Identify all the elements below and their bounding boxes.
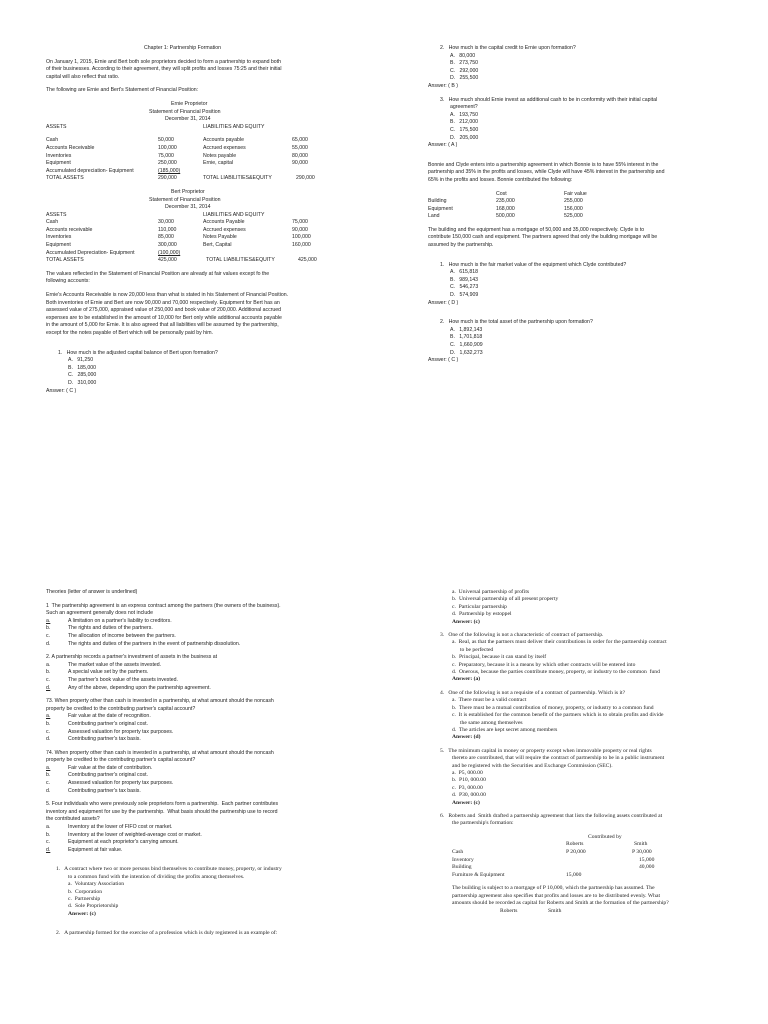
question-text: 3. How much should Ernie invest as additional cash to be in conformity with their initial capital [440,96,658,103]
answer-option: to be perfected [460,646,494,653]
table-row: Furniture & Equipment 15,000 [452,871,582,878]
answer-option: B. 273,750 [450,60,478,67]
page-3 [46,589,381,938]
answer-option: C. 292,000 [450,67,479,74]
table-row: TOTAL ASSETS 425,000 TOTAL LIABILITIES&EQUITY 425,000 [46,257,317,264]
question-text: property be credited to the contributing partner's capital account? [46,705,196,712]
page-4 [440,589,740,915]
ernie-col-headers [46,124,376,132]
answer-option: a. Universal partnership of profits [452,589,530,595]
answer-option: c. Partnership [68,896,101,903]
answer-option: C. 175,500 [450,126,479,133]
intro-line: capital will also reflect that ratio. [46,73,120,80]
question-text: the contributed assets? [46,816,100,823]
answer-option: c. Assessed valuation for property tax purposes. [46,728,174,735]
table-row: Cash P 20,000 P 30,000 [452,848,652,855]
ernie-heading: December 31, 2014 [165,116,211,123]
answer-option: b. P10, 000.00 [452,777,486,784]
question-text: agreement? [450,104,478,111]
assets-header: ASSETS [46,211,67,218]
answer-option: D. 255,500 [450,75,479,82]
answer-option: c. Particular partnership [452,603,507,610]
answer-option: D. 574,909 [450,292,479,299]
answer-text: Answer: (d) [452,734,481,741]
mortgage-paragraph: The building is subject to a mortgage of P 10,000, which the partnership has assumed. The [452,885,655,892]
bert-heading: December 31, 2014 [165,204,211,211]
page-1 [46,45,376,395]
answer-option: a. There must be a valid contract [452,697,527,704]
mortgage-paragraph: assumed by the partnership. [428,242,494,249]
answer-option: c. It is established for the common benefit of the partners which is to obtain profits and divide [452,712,664,719]
answer-option: A. 193,750 [450,111,478,118]
answer-option: a. Real, as that the partners must deliver their contributions in order for the partnership contract [452,639,667,646]
answer-option: d. The articles are kept secret among members [452,726,558,733]
roberts-smith-table [440,834,740,880]
answer-text: Answer: ( B ) [428,82,458,89]
answer-option: a. A limitation on a partner's liability to creditors. [46,617,172,624]
answer-text: Answer: ( C ) [428,357,459,364]
answer-option: A. 615,818 [450,269,478,276]
table-row: Accounts Receivable 100,000 Accrued expenses 55,000 [46,144,308,151]
answer-option: d. Contributing partner's tax basis. [46,787,141,794]
answer-option: a. The market value of the assets invested. [46,661,162,668]
question-text: and be registered with the Securities and Exchange Commission (SEC). [452,762,613,769]
question-text: 73. When property other than cash is invested in a partnership, at what amount should the noncash [46,698,274,705]
answer-option: d. Any of the above, depending upon the partnership agreement. [46,684,211,691]
table-row: Land 500,000 525,000 [428,213,583,220]
adjustments-paragraph: Both inventories of Ernie and Bert are now 90,000 and 70,000 respectively. Equipment for Bert has an [46,299,280,306]
answer-option: B. 185,000 [68,364,96,371]
ernie-balance-table [46,137,376,183]
question-text: property be credited to the contributing partner's capital account? [46,757,196,764]
answer-option: D. 310,000 [68,379,97,386]
answer-option: the same among themselves [460,719,523,726]
answer-option: B. 212,000 [450,119,478,126]
answer-option: C. 285,000 [68,372,97,379]
question-text: thereto are contributed, that will require the contract of partnership to be in a public instrument [452,755,665,762]
answer-option: b. Universal partnership of all present property [452,596,559,603]
answer-option: B. 1,701,818 [450,334,483,341]
intro-line: On January 1, 2015, Ernie and Bert both sole proprietors decided to form a partnership to expand both [46,58,282,65]
bert-balance-table [46,219,376,265]
question-text: inventory and equipment for use by the partnership. What basis should the partnership use to record [46,808,278,815]
bonnie-paragraph: partnership and 35% in the profits and losses, while Clyde will have 45% interest in the partnership and [428,169,665,176]
theories-heading: Theories (letter of answer is underlined) [46,589,138,595]
answer-option: b. Corporation [68,888,103,895]
answer-option: a. P5, 000.00 [452,769,483,776]
answer-option: A. 1,892,143 [450,326,483,333]
answer-option: C. 1,660,909 [450,342,483,348]
liabilities-header: LIABILITIES AND EQUITY [203,123,265,130]
answer-option: d. P30, 000.00 [452,792,486,799]
answer-text: Answer: ( C ) [46,387,77,394]
table-row: Cash 30,000 Accounts Payable 75,000 [46,219,308,226]
answer-option: D. 205,000 [450,134,479,141]
answer-option: D. 1,632,273 [450,349,483,356]
answer-option: d. Sole Proprietorship [68,903,119,910]
fair-value-note: The values reflected in the Statement of Financial Position are already at fair values except fo the [46,270,270,277]
question-text: Such an agreement generally does not include [46,610,153,617]
question-text: 5. The minimum capital in money or property except when immovable property or real rights [440,747,652,754]
table-row: Accumulated Depreciation- Equipment (100,000) [46,249,181,256]
mortgage-paragraph: The building and the equipment has a mortgage of 50,000 and 35,000 respectively. Clyde is to [428,226,645,233]
table-row: Building 235,000 255,000 [428,198,583,205]
answer-option: c. The partner's book value of the assets invested. [46,676,178,683]
answer-option: A. 80,000 [450,52,476,59]
answer-option: c. P3, 000.00 [452,784,483,791]
bonnie-paragraph: 65% in the profits and losses. Bonnie contributed the following: [428,176,573,183]
mortgage-paragraph: contribute 150,000 cash and equipment. The partners agreed that only the building mortgage will be [428,234,658,241]
table-header: Contributed by [588,833,622,840]
answer-text: Answer: ( D ) [428,299,459,306]
question-text: 1. How much is the fair market value of the equipment which Clyde contributed? [440,261,627,268]
answer-option: d. Partnership by estoppel [452,611,512,618]
adjustments-paragraph: assessed value of 275,000, appraised value of 250,000 and book value of 200,000. Additional accrued [46,307,282,314]
table-row: Inventories 85,000 Notes Payable 100,000 [46,234,311,241]
mortgage-paragraph: partnership agreement also specifies that profits and losses are to be distributed evenly. What [452,892,660,899]
question-text: 5. Four individuals who were previously sole proprietors form a partnership. Each partner contributes [46,801,279,808]
answer-option: b. Contributing partner's original cost. [46,720,148,727]
answer-option: a. Voluntary Association [68,881,125,888]
adjustments-paragraph: Ernie's Accounts Receivable is now 20,000 less than what is stated in his Statement of Financial Position. [46,292,289,299]
bert-col-headers [46,212,376,220]
intro-line: of their businesses. According to their agreement, they will split profits and losses 75:25 and their initial [46,66,282,73]
table-row: Equipment 168,000 156,000 [428,205,583,212]
fair-value-note: following accounts: [46,278,90,285]
question-text: 2. How much is the capital credit to Ernie upon formation? [440,45,576,51]
mortgage-paragraph: amounts should be recorded as capital for Roberts and Smith at the formation of the partnership? [452,900,669,907]
bert-heading: Statement of Financial Position [149,196,221,203]
ernie-heading: Ernie Proprietor [171,100,208,107]
answer-text: Answer: (c) [452,618,480,625]
bonnie-paragraph: Bonnie and Clyde enters into a partnership agreement in which Bonnie is to have 55% interest in the [428,161,659,168]
question-text: 2. A partnership formed for the exercise of a profession which is duly registered is an example of: [56,930,278,937]
answer-option: c. Preparatory, because it is a means by which other contracts will be entered into [452,661,636,668]
answer-option: a. Fair value at the date of contribution. [46,764,153,771]
question-text: 1. How much is the adjusted capital balance of Bert upon formation? [58,349,218,356]
adjustments-paragraph: except for the notes payable of Bert which will be personally paid by him. [46,330,213,336]
answer-option: d. Equipment at fair value. [46,846,123,853]
table-row: Equipment 300,000 Bert, Capital 160,000 [46,242,311,249]
table-row: TOTAL ASSETS 290,000 TOTAL LIABILITIES&EQUITY 290,000 [46,175,315,182]
answer-option: c. The allocation of income between the partners. [46,632,176,639]
answer-option: C. 546,273 [450,284,479,291]
answer-option: b. A special value set by the partners. [46,669,149,676]
answer-text: Answer: (a) [452,676,481,683]
table-header: Roberts Smith [500,907,562,914]
answer-option: a. Fair value at the date of recognition. [46,713,151,720]
answer-option: c. Assessed valuation for property tax purposes. [46,780,174,787]
answer-option: d. The rights and duties of the partners in the event of partnership dissolution. [46,640,241,647]
answer-option: B. 989,143 [450,276,478,283]
question-text: 2. A partnership records a partner's investment of assets in the business at [46,654,218,661]
serif-question-block [46,866,381,937]
table-header: Cost Fair value [496,190,587,197]
question-text: 2. How much is the total asset of the partnership upon formation? [440,319,593,326]
page-2 [428,45,738,365]
answer-text: Answer: (c) [452,799,480,806]
following-text: The following are Ernie and Bert's Statement of Financial Position: [46,87,199,94]
answer-option: c. Equipment at each proprietor's carrying amount. [46,839,179,846]
question-text: 1 The partnership agreement is an express contract among the partners (the owners of the business). [46,602,281,609]
chapter-title: Chapter 1: Partnership Formation [144,45,221,51]
table-row: Inventory 15,000 [452,856,655,863]
answer-text: Answer: (c) [68,910,96,917]
answer-option: b. Contributing partner's original cost. [46,772,148,779]
answer-option: A. 91,250 [68,357,94,364]
table-row: Cash 50,000 Accounts payable 65,000 [46,137,308,144]
answer-option: a. Inventory at the lower of FIFO cost or market. [46,824,173,831]
table-row: Accounts receivable 110,000 Accrued expenses 90,000 [46,226,308,233]
adjustments-paragraph: in the amount of 5,000 for Ernie. It is also agreed that all liabilities will be assumed by the partnership, [46,322,279,329]
table-row: Equipment 250,000 Ernie, capital 90,000 [46,160,308,167]
answer-text: Answer: ( A ) [428,142,458,149]
contribution-table [428,191,738,221]
bert-heading: Bert Proprietor [171,188,205,195]
liabilities-header: LIABILITIES AND EQUITY [203,211,265,218]
question-text: 4. One of the following is not a requisite of a contract of partnership. Which is it? [440,689,626,696]
question-text: the partnership's formation: [452,820,514,827]
question-text: 74. When property other than cash is invested in a partnership, at what amount should the noncash [46,749,274,756]
answer-option: d. Contributing partner's tax basis. [46,736,141,743]
answer-option: b. There must be a mutual contribution of money, property, or industry to a common fund [452,704,654,711]
answer-option: d. Onerous, because the parties contribute money, property, or industry to the common fund [452,669,660,676]
question-text: 6. Roberts and Smith drafted a partnership agreement that lists the following assets contributed at [440,812,663,819]
question-text: 1. A contract where two or more persons bind themselves to contribute money, property, or industry [56,866,282,873]
answer-option: b. Inventory at the lower of weighted-average cost or market. [46,831,202,838]
question-text: to a common fund with the intention of dividing the profits among themselves. [68,873,245,880]
question-text: 3. One of the following is not a characteristic of contract of partnership. [440,632,604,639]
table-row: Building 40,000 [452,864,655,871]
answer-option: b. The rights and duties of the partners. [46,625,153,632]
answer-option: b. Principal, because it can stand by itself [452,654,547,661]
table-row: Inventories 75,000 Notes payable 80,000 [46,152,308,159]
table-header: Roberts Smith [566,841,648,848]
ernie-heading: Statement of Financial Position [149,108,221,115]
assets-header: ASSETS [46,123,67,130]
adjustments-paragraph: expenses are to be established in the amount of 10,000 for Bert only while additional accounts payable [46,314,282,321]
table-row: Accumulated depreciation- Equipment (185,000) [46,167,181,174]
